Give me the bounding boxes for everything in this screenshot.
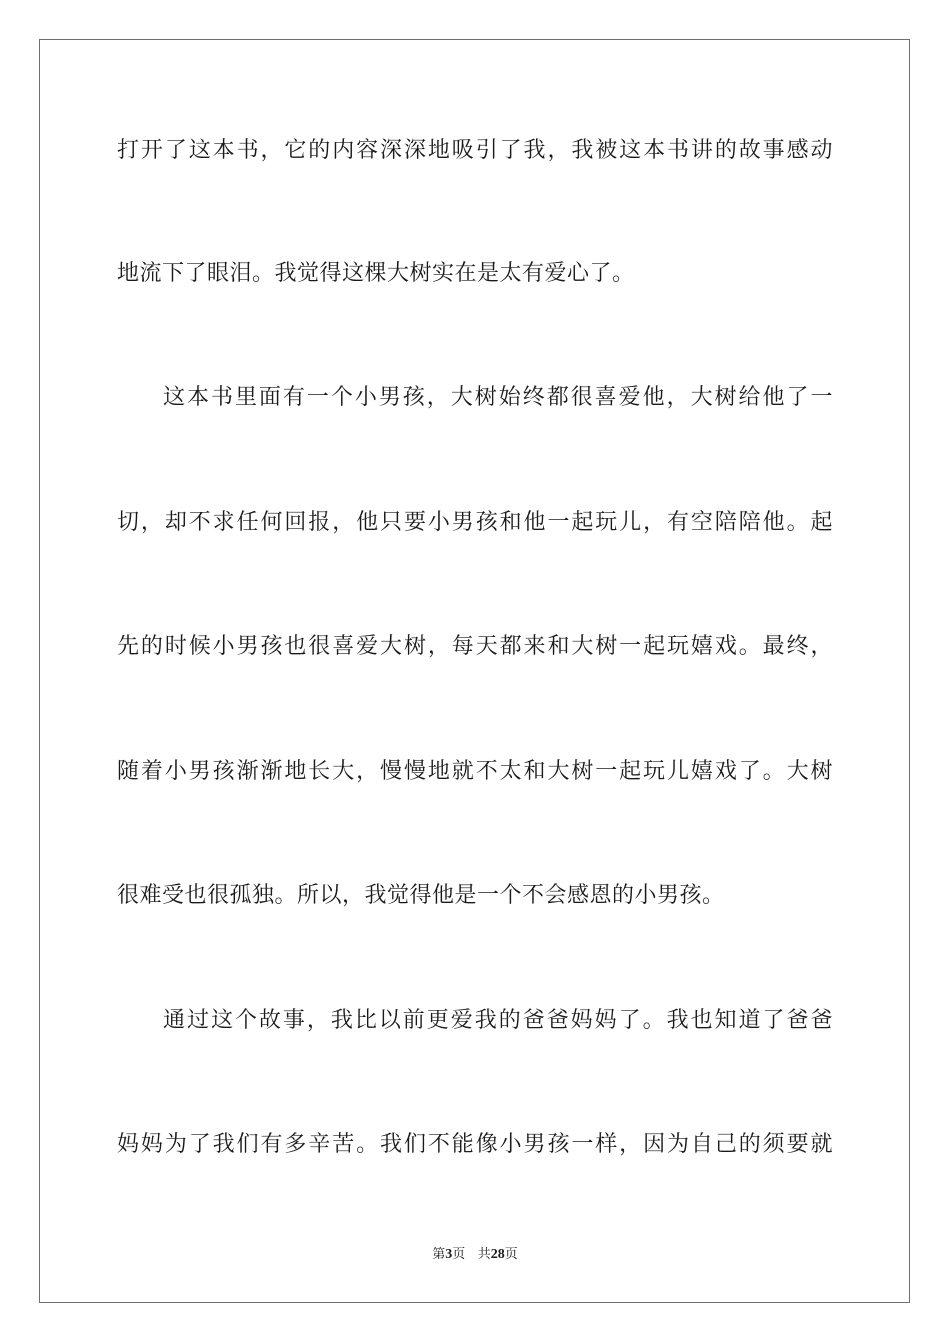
text-line-9: 妈妈为了我们有多辛苦。我们不能像小男孩一样，因为自己的须要就 [117, 1132, 833, 1157]
total-pages: 28 [490, 1247, 505, 1262]
page-number: 3 [445, 1247, 453, 1262]
page-footer [0, 1246, 950, 1264]
total-prefix: 共 [477, 1247, 491, 1262]
text-line-8: 通过这个故事，我比以前更爱我的爸爸妈妈了。我也知道了爸爸 [163, 1008, 833, 1033]
total-suffix: 页 [504, 1247, 518, 1262]
text-line-4: 切，却不求任何回报，他只要小男孩和他一起玩儿，有空陪陪他。起 [117, 510, 833, 535]
text-line-5: 先的时候小男孩也很喜爱大树，每天都来和大树一起玩嬉戏。最终， [117, 634, 833, 659]
text-line-1: 打开了这本书，它的内容深深地吸引了我，我被这本书讲的故事感动 [117, 138, 833, 163]
page-suffix: 页 [452, 1247, 466, 1262]
text-line-7: 很难受也很孤独。所以，我觉得他是一个不会感恩的小男孩。 [117, 883, 725, 908]
text-line-3: 这本书里面有一个小男孩，大树始终都很喜爱他，大树给他了一 [163, 385, 833, 410]
page-border [39, 39, 910, 1303]
text-line-2: 地流下了眼泪。我觉得这棵大树实在是太有爱心了。 [117, 261, 635, 286]
text-line-6: 随着小男孩渐渐地长大，慢慢地就不太和大树一起玩儿嬉戏了。大树 [117, 759, 833, 784]
page-prefix: 第 [432, 1247, 446, 1262]
